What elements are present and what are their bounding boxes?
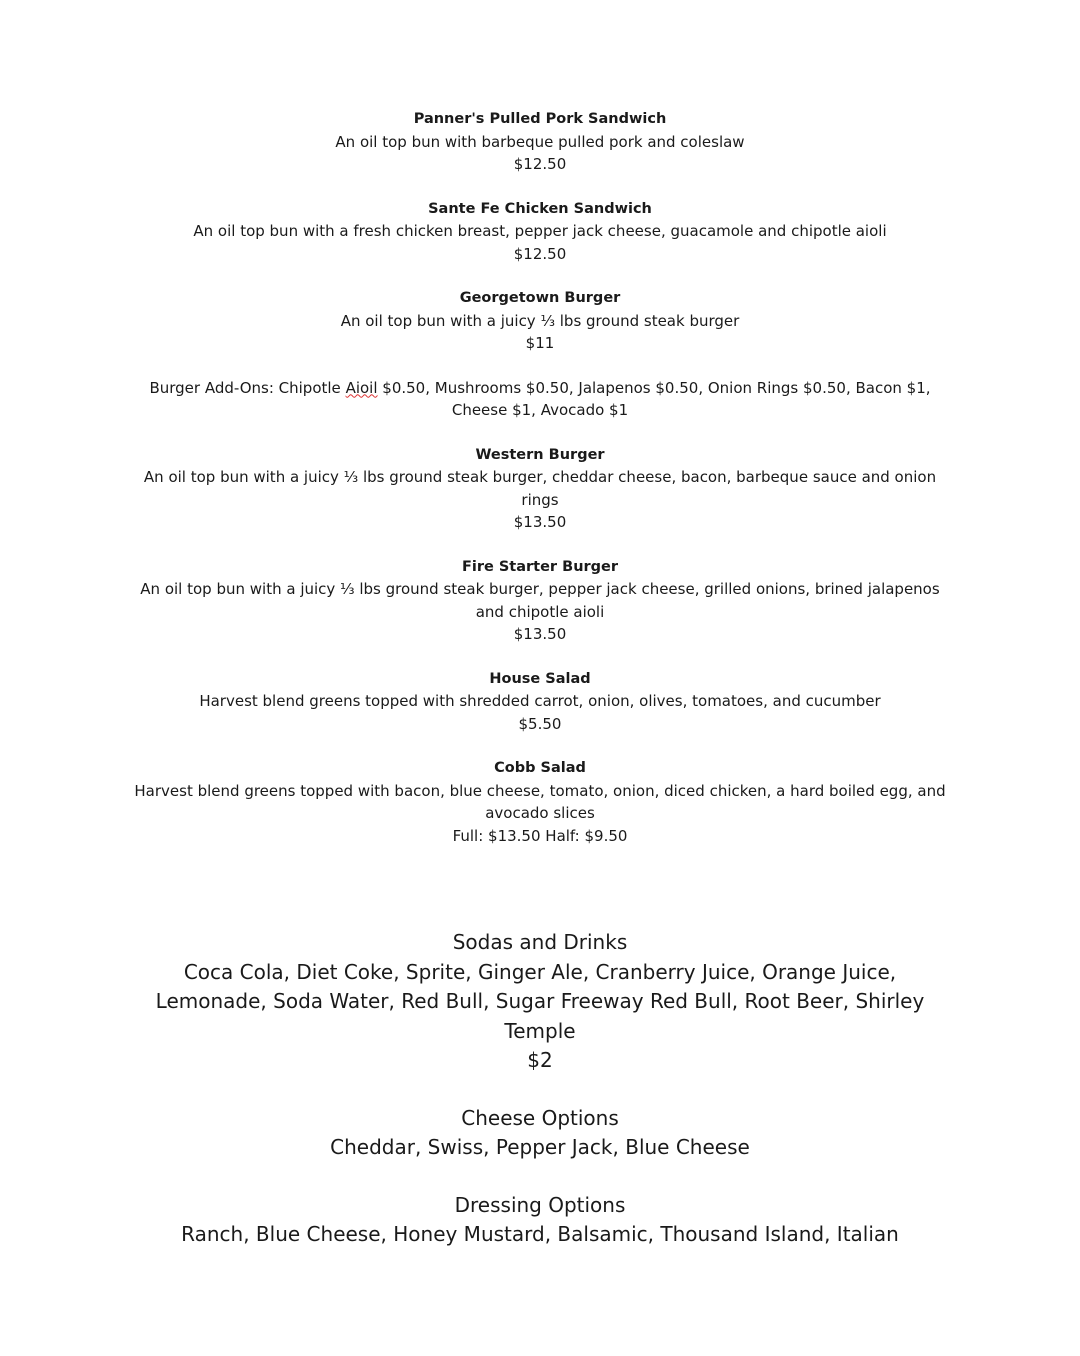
cheese-options-title: Cheese Options <box>461 1105 619 1130</box>
item-name: Panner's Pulled Pork Sandwich <box>413 111 667 127</box>
menu-item-house-salad <box>125 668 955 736</box>
item-price: $13.50 <box>513 625 567 643</box>
item-name: Georgetown Burger <box>459 290 621 306</box>
dressing-options-list: Ranch, Blue Cheese, Honey Mustard, Balsamic, Thousand Island, Italian <box>181 1222 899 1246</box>
item-price: $12.50 <box>513 244 567 263</box>
item-description: An oil top bun with a fresh chicken breast, pepper jack cheese, guacamole and chipotle aioli <box>193 222 887 240</box>
item-price: Full: $13.50 Half: $9.50 <box>452 826 628 845</box>
menu-item-western-burger <box>125 444 955 534</box>
extras-section <box>0 928 1080 1278</box>
item-description: An oil top bun with barbeque pulled pork and coleslaw <box>335 132 745 151</box>
menu-item-pulled-pork <box>125 108 955 176</box>
item-price: $12.50 <box>513 155 567 173</box>
addons-prefix: Burger Add-Ons: Chipotle <box>149 378 346 397</box>
drinks-list: Coca Cola, Diet Coke, Sprite, Ginger Ale, Cranberry Juice, Orange Juice, Lemonade, Soda Water, Red Bull, Sugar Freeway Red Bull, Root Beer, Shirley Temple <box>155 959 925 1043</box>
addons-misspelled-word: Aioil <box>345 378 378 397</box>
item-description: Harvest blend greens topped with shredded carrot, onion, olives, tomatoes, and cucumber <box>199 692 881 710</box>
menu-section <box>0 108 1080 869</box>
item-price: $13.50 <box>513 513 567 531</box>
menu-item-fire-starter-burger <box>125 556 955 646</box>
item-name: Fire Starter Burger <box>461 558 619 575</box>
menu-item-georgetown-burger <box>125 287 955 355</box>
item-description: An oil top bun with a juicy ⅓ lbs ground steak burger <box>340 311 740 330</box>
item-name: Sante Fe Chicken Sandwich <box>428 200 652 217</box>
cheese-options-block <box>140 1104 940 1163</box>
item-description: An oil top bun with a juicy ⅓ lbs ground steak burger, cheddar cheese, bacon, barbeque sauce and onion rings <box>143 468 937 509</box>
addons-suffix: $0.50, Mushrooms $0.50, Jalapenos $0.50, Onion Rings $0.50, Bacon $1, Cheese $1, Avocado $1 <box>377 378 931 419</box>
drinks-price: $2 <box>527 1048 553 1072</box>
item-name: Western Burger <box>475 446 605 463</box>
cheese-options-list: Cheddar, Swiss, Pepper Jack, Blue Cheese <box>330 1135 750 1159</box>
menu-item-santa-fe-chicken <box>125 198 955 266</box>
item-price: $5.50 <box>518 714 562 733</box>
item-name: Cobb Salad <box>494 760 586 776</box>
item-description: Harvest blend greens topped with bacon, blue cheese, tomato, onion, diced chicken, a hard boiled egg, and avocado slices <box>134 781 946 822</box>
item-description: An oil top bun with a juicy ⅓ lbs ground steak burger, pepper jack cheese, grilled onions, brined jalapenos and chipotle aioli <box>140 580 940 621</box>
menu-item-cobb-salad <box>125 757 955 847</box>
drinks-block <box>140 928 940 1076</box>
drinks-title: Sodas and Drinks <box>452 930 628 954</box>
burger-addons <box>125 377 955 422</box>
dressing-options-title: Dressing Options <box>454 1192 626 1217</box>
dressing-options-block <box>140 1191 940 1250</box>
item-name: House Salad <box>489 670 591 687</box>
item-price: $11 <box>525 334 555 352</box>
